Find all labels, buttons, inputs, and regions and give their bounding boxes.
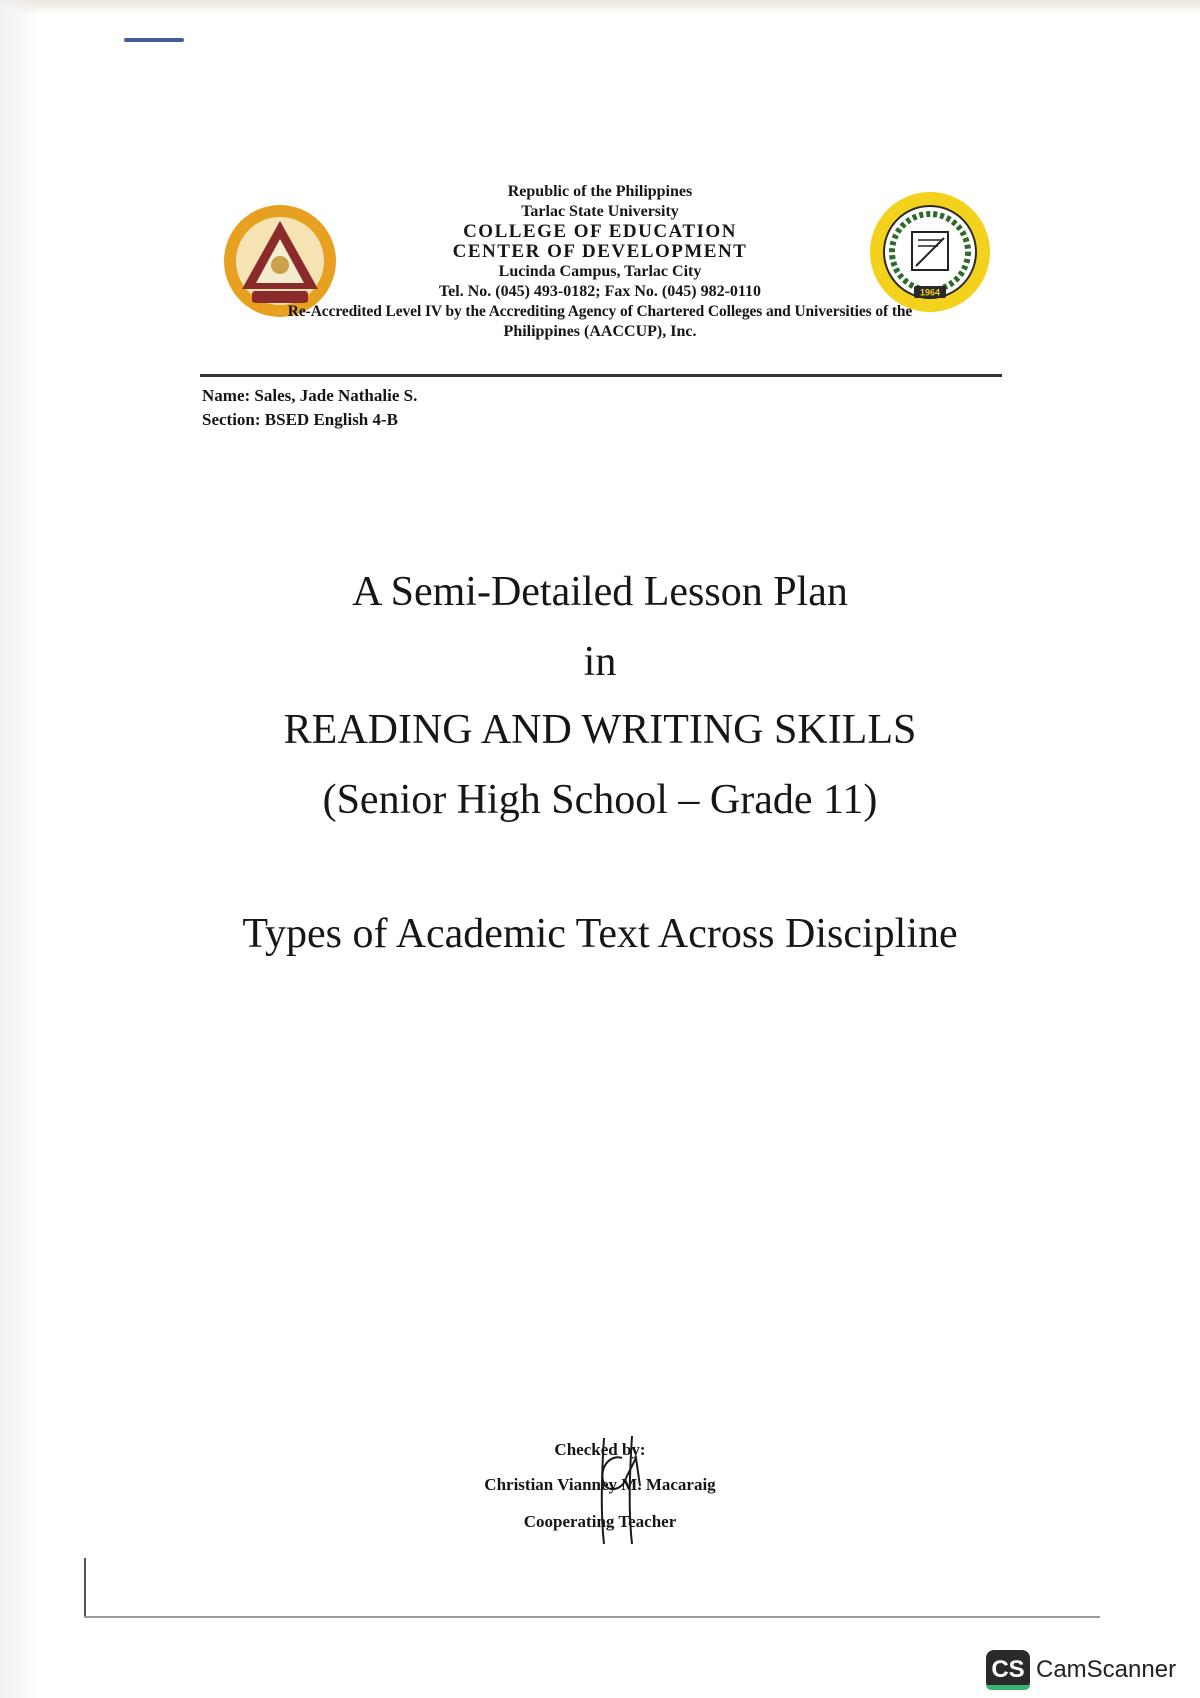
page-edge-left	[84, 1558, 86, 1618]
letterhead-text	[200, 182, 1000, 342]
republic-line: Republic of the Philippines	[507, 183, 693, 200]
camscanner-label: CamScanner	[1036, 1656, 1177, 1683]
letterhead-divider	[200, 374, 1002, 377]
title-line-2: in	[583, 639, 617, 685]
accreditation-line-2: Philippines (AACCUP), Inc.	[503, 323, 697, 340]
accreditation-line-1: Re-Accredited Level IV by the Accrediting Agency of Chartered Colleges and Universities of the	[287, 303, 913, 320]
title-line-1: A Semi-Detailed Lesson Plan	[352, 569, 848, 615]
lesson-topic: Types of Academic Text Across Discipline	[242, 911, 958, 957]
college-line: COLLEGE OF EDUCATION	[463, 221, 737, 242]
title-line-4: (Senior High School – Grade 11)	[322, 777, 878, 823]
corner-pen-mark	[124, 38, 184, 42]
teacher-name: Christian Vianney M. Macaraig	[484, 1475, 716, 1494]
student-name: Name: Sales, Jade Nathalie S.	[202, 386, 418, 405]
teacher-role: Cooperating Teacher	[523, 1512, 677, 1531]
seal-year: 1964	[919, 287, 941, 298]
center-line: CENTER OF DEVELOPMENT	[452, 241, 748, 262]
letterhead	[0, 182, 1200, 362]
checked-by-label: Checked by:	[554, 1440, 646, 1459]
camscanner-logo-icon: CS	[986, 1650, 1030, 1690]
university-line: Tarlac State University	[521, 203, 679, 220]
student-info	[202, 384, 417, 432]
handwritten-signature	[574, 1428, 664, 1548]
campus-line: Lucinda Campus, Tarlac City	[498, 263, 702, 280]
title-line-3: READING AND WRITING SKILLS	[283, 707, 917, 753]
contact-line: Tel. No. (045) 493-0182; Fax No. (045) 982-0110	[438, 283, 762, 300]
scan-edge-top	[0, 0, 1200, 14]
page-edge-bottom	[84, 1616, 1100, 1618]
student-section: Section: BSED English 4-B	[202, 410, 399, 429]
